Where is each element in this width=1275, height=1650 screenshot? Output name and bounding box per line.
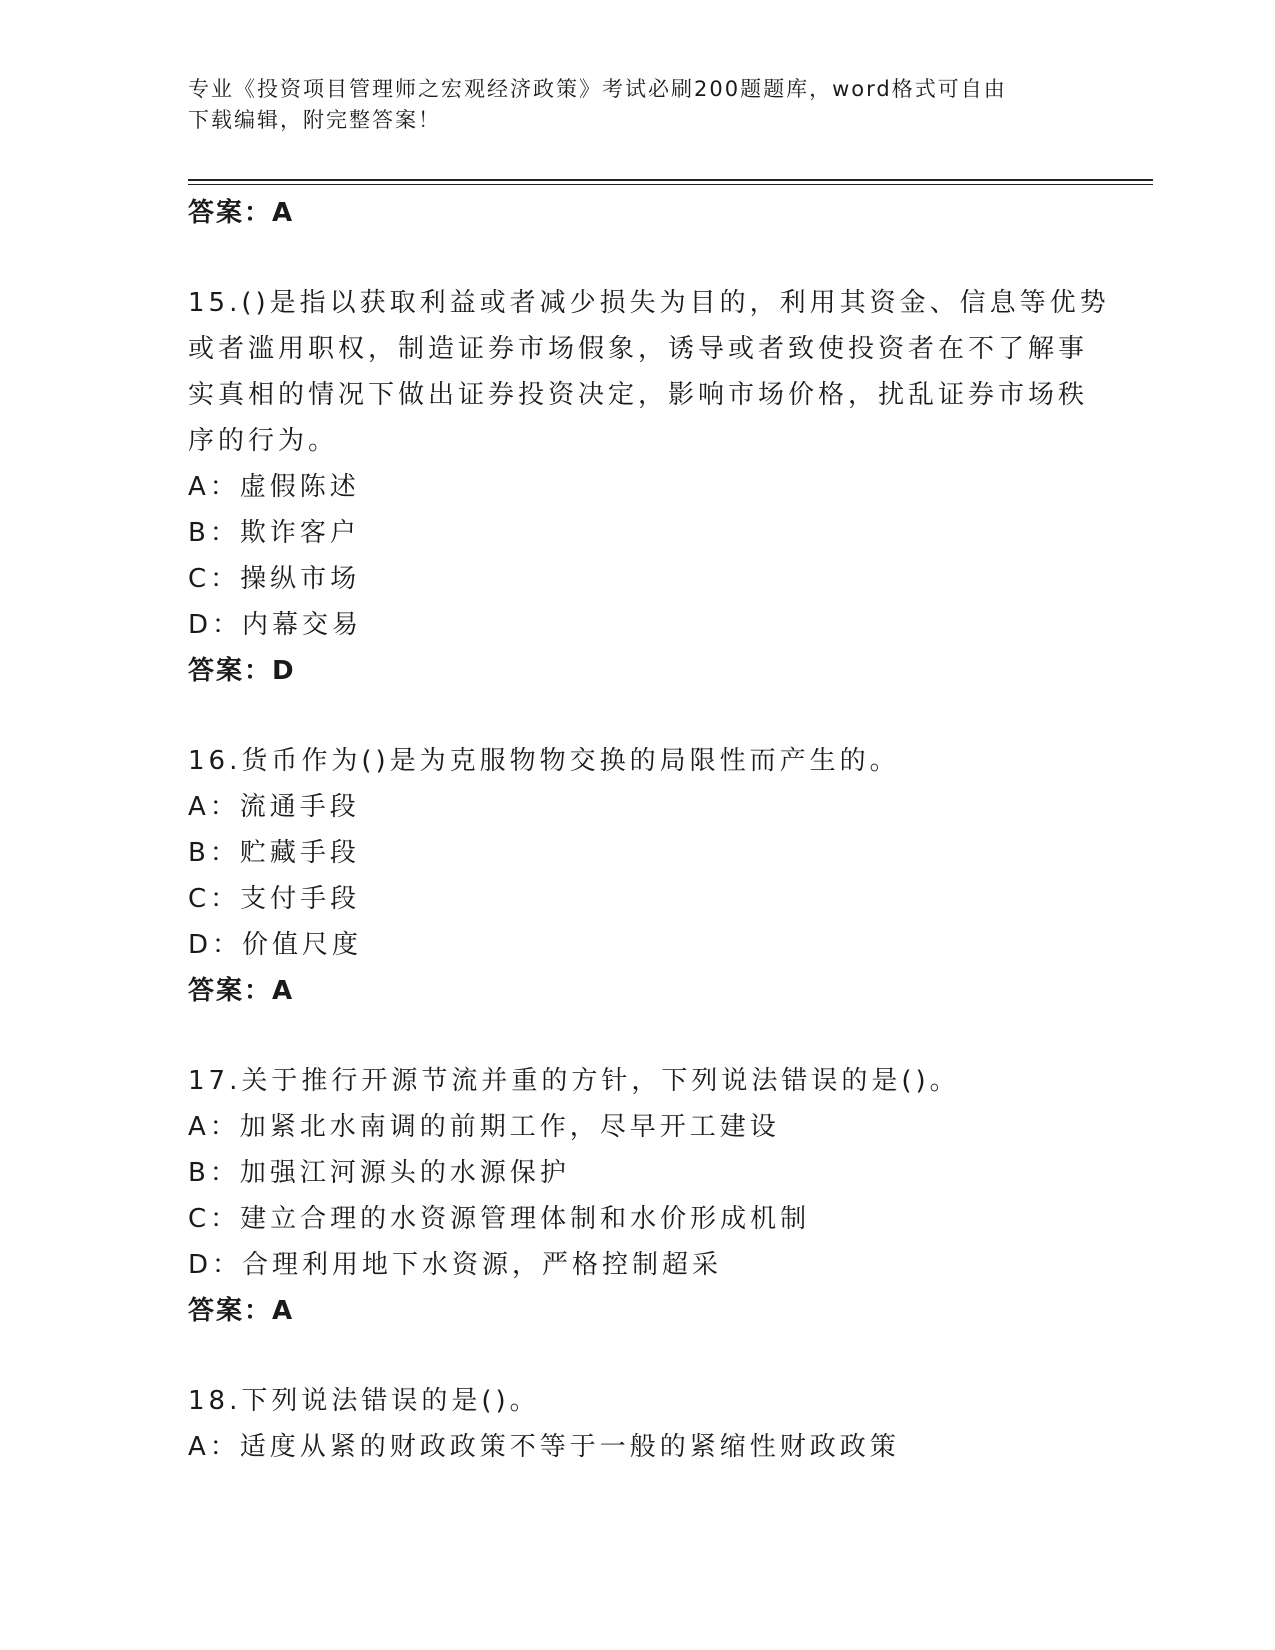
- option-d: D：内幕交易: [188, 610, 363, 640]
- header-line-1: 专业《投资项目管理师之宏观经济政策》考试必刷200题题库，word格式可自由: [188, 77, 1007, 101]
- option-c: C：支付手段: [188, 884, 361, 914]
- option-b: B：欺诈客户: [188, 518, 360, 548]
- question-17: [188, 1058, 1088, 1334]
- question-18: [188, 1378, 1088, 1470]
- header-divider-thin: [188, 184, 1153, 185]
- answer-line: 答案：A: [188, 198, 295, 228]
- answer-line: 答案：D: [188, 656, 296, 686]
- question-text: 或者滥用职权，制造证券市场假象，诱导或者致使投资者在不了解事: [188, 334, 1089, 364]
- option-b: B：贮藏手段: [188, 838, 360, 868]
- answer-line: 答案：A: [188, 1296, 295, 1326]
- question-text: 序的行为。: [188, 426, 339, 456]
- option-a: A：虚假陈述: [188, 472, 360, 502]
- question-text: 实真相的情况下做出证券投资决定，影响市场价格，扰乱证券市场秩: [188, 380, 1089, 410]
- option-c: C：操纵市场: [188, 564, 361, 594]
- question-text: 18.下列说法错误的是()。: [188, 1386, 540, 1416]
- answer-line: 答案：A: [188, 976, 295, 1006]
- option-a: A：适度从紧的财政政策不等于一般的紧缩性财政政策: [188, 1432, 900, 1462]
- option-a: A：加紧北水南调的前期工作，尽早开工建设: [188, 1112, 780, 1142]
- document-body: [188, 190, 1110, 1470]
- question-text: 17.关于推行开源节流并重的方针，下列说法错误的是()。: [188, 1066, 960, 1096]
- option-d: D：合理利用地下水资源，严格控制超采: [188, 1250, 723, 1280]
- question-text: 15.()是指以获取利益或者减少损失为目的，利用其资金、信息等优势: [188, 288, 1110, 318]
- document-header: [188, 74, 1068, 136]
- question-16: [188, 738, 1088, 1014]
- option-a: A：流通手段: [188, 792, 360, 822]
- option-b: B：加强江河源头的水源保护: [188, 1158, 570, 1188]
- header-line-2: 下载编辑，附完整答案！: [188, 108, 441, 132]
- question-15: [188, 280, 1110, 694]
- option-c: C：建立合理的水资源管理体制和水价形成机制: [188, 1204, 811, 1234]
- option-d: D：价值尺度: [188, 930, 363, 960]
- question-text: 16.货币作为()是为克服物物交换的局限性而产生的。: [188, 746, 900, 776]
- header-divider-thick: [188, 179, 1153, 181]
